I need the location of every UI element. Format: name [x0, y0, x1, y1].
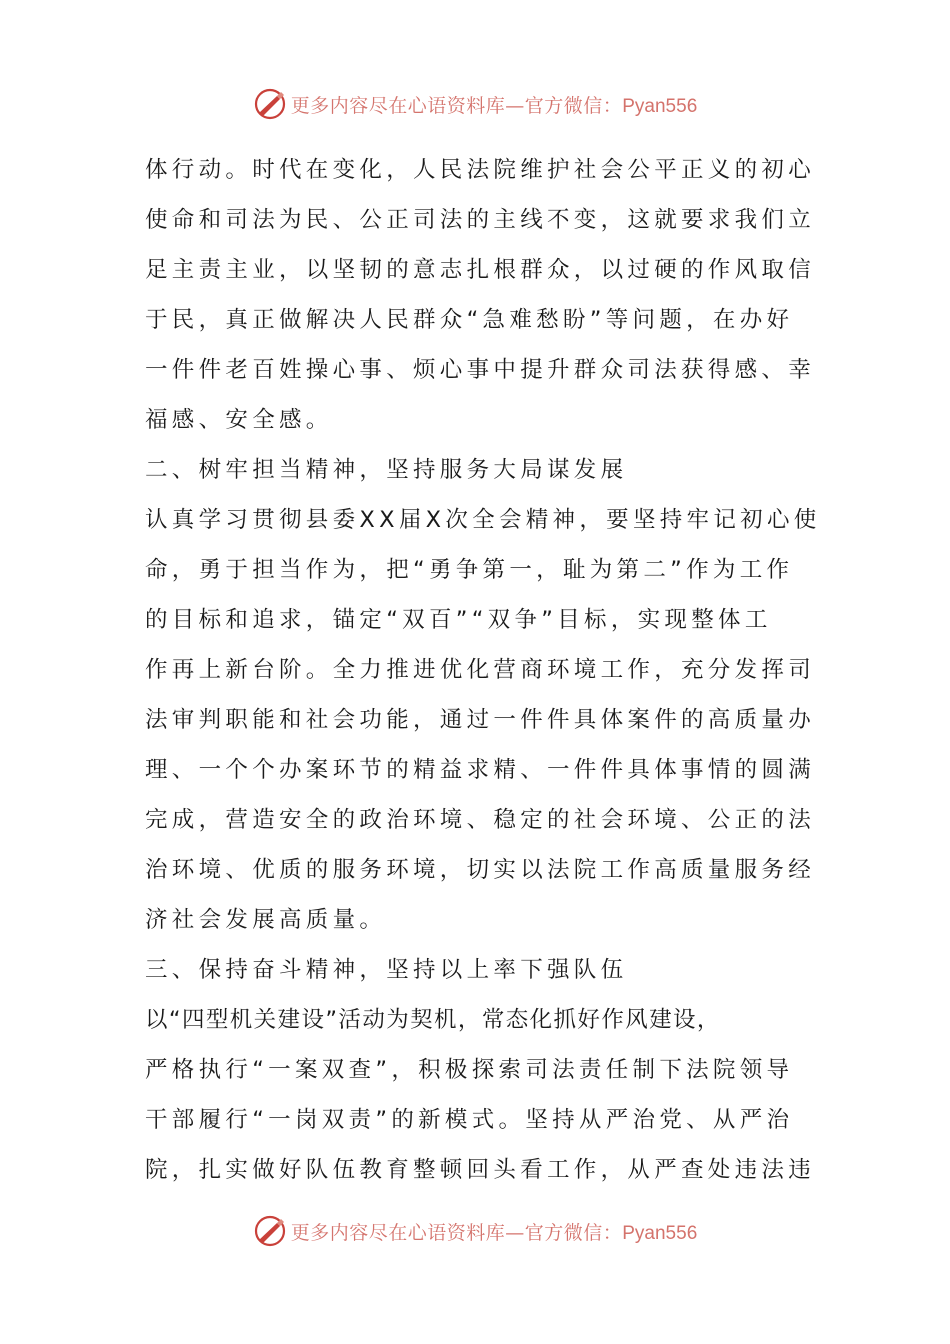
body-line: 于民，真正做解决人民群众“急难愁盼”等问题，在办好	[145, 307, 794, 333]
banner-text	[291, 91, 698, 118]
body-line: 干部履行“一岗双责”的新模式。坚持从严治党、从严治	[145, 1107, 794, 1133]
body-line: 济社会发展高质量。	[145, 907, 387, 933]
banner-wechat-id: Pyan556	[622, 1222, 698, 1244]
banner-dash: —	[505, 1221, 525, 1244]
document-body	[145, 145, 821, 1195]
body-line: 使命和司法为民、公正司法的主线不变，这就要求我们立	[145, 207, 816, 233]
footer-banner	[0, 1209, 950, 1253]
body-line: 理、一个个办案环节的精益求精、一件件具体事情的圆满	[145, 757, 816, 783]
header-banner	[0, 82, 950, 126]
body-line: 福感、安全感。	[145, 407, 333, 433]
body-line: 的目标和追求，锚定“双百”“双争”目标，实现整体工	[145, 607, 772, 633]
body-line: 作再上新台阶。全力推进优化营商环境工作，充分发挥司	[145, 657, 816, 683]
body-line: 一件件老百姓操心事、烦心事中提升群众司法获得感、幸	[145, 357, 816, 383]
banner-site-text: 更多内容尽在心语资料库	[290, 94, 506, 117]
body-line: 院，扎实做好队伍教育整顿回头看工作，从严查处违法违	[145, 1157, 816, 1183]
banner-dash: —	[505, 94, 525, 117]
pen-logo-icon	[253, 87, 287, 121]
body-line: 以“四型机关建设”活动为契机，常态化抓好作风建设，	[145, 1007, 721, 1033]
body-line: 法审判职能和社会功能，通过一件件具体案件的高质量办	[145, 707, 816, 733]
body-line: 足主责主业，以坚韧的意志扎根群众，以过硬的作风取信	[145, 257, 816, 283]
body-line: 认真学习贯彻县委XX届X次全会精神，要坚持牢记初心使	[145, 507, 821, 533]
pen-logo-icon	[253, 1214, 287, 1248]
banner-wechat-id: Pyan556	[622, 95, 698, 117]
body-line: 治环境、优质的服务环境，切实以法院工作高质量服务经	[145, 857, 816, 883]
section-heading: 三、保持奋斗精神，坚持以上率下强队伍	[145, 957, 628, 983]
banner-wechat-label: 官方微信：	[524, 94, 623, 117]
body-line: 体行动。时代在变化，人民法院维护社会公平正义的初心	[145, 157, 816, 183]
banner-wechat-label: 官方微信：	[524, 1221, 623, 1244]
body-line: 完成，营造安全的政治环境、稳定的社会环境、公正的法	[145, 807, 816, 833]
body-line: 严格执行“一案双查”，积极探索司法责任制下法院领导	[145, 1057, 794, 1083]
banner-text	[291, 1218, 698, 1245]
body-line: 命，勇于担当作为，把“勇争第一，耻为第二”作为工作	[145, 557, 794, 583]
banner-site-text: 更多内容尽在心语资料库	[290, 1221, 506, 1244]
section-heading: 二、树牢担当精神，坚持服务大局谋发展	[145, 457, 628, 483]
